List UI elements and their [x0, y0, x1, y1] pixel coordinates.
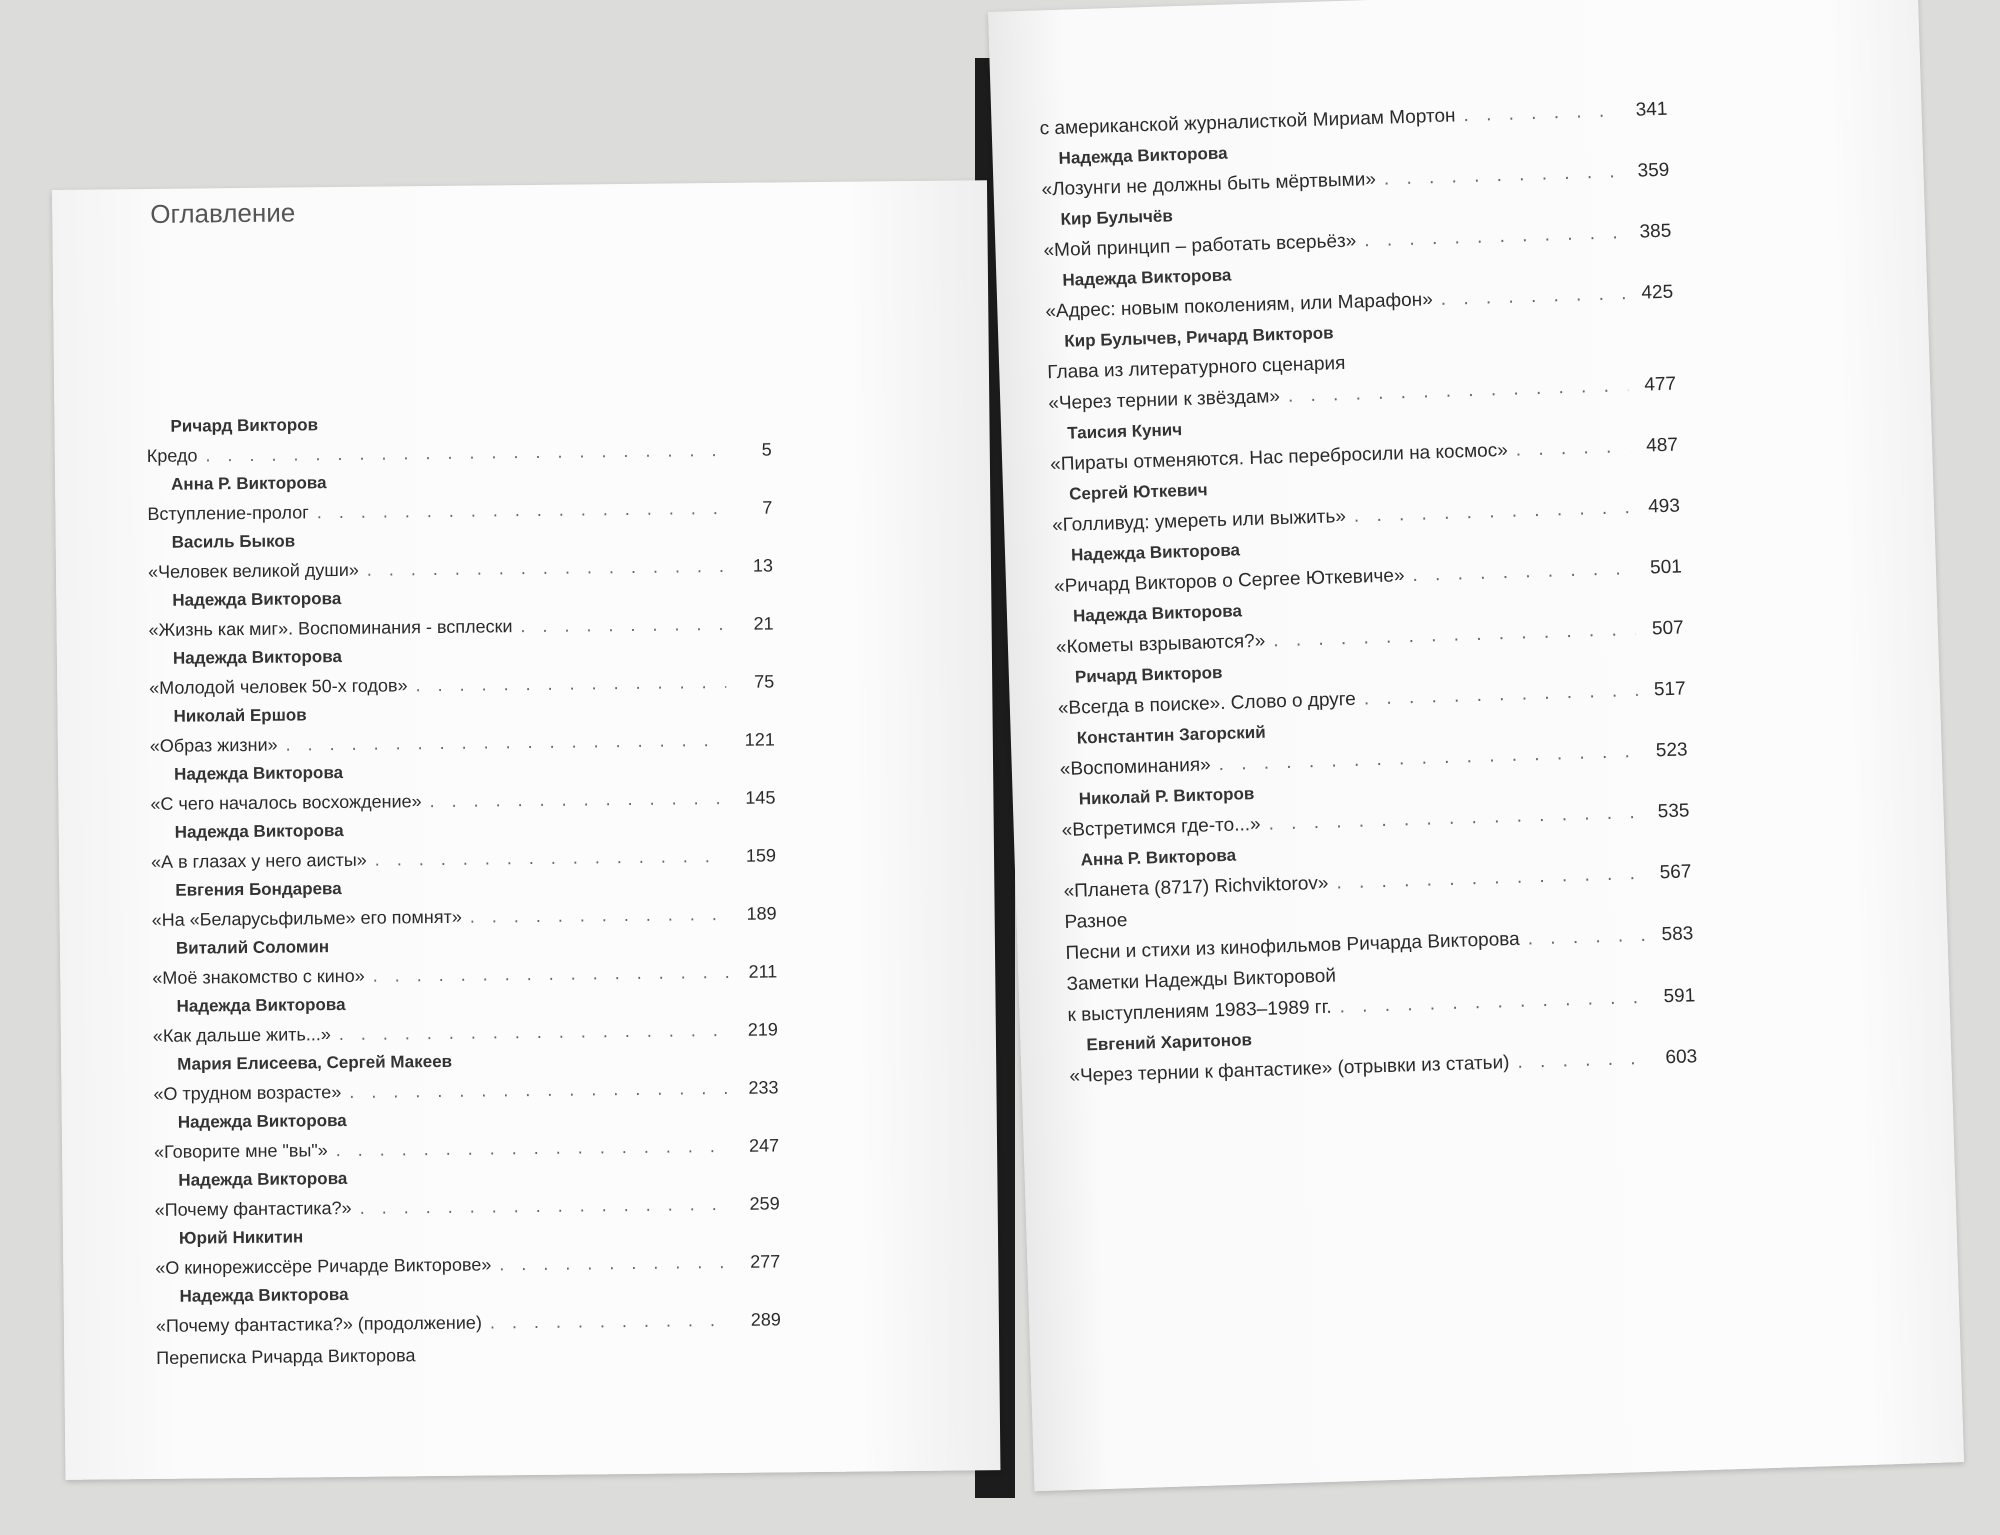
toc-entry-author: Евгения Бондарева — [175, 879, 342, 900]
toc-entry-title: «Почему фантастика?» (продолжение) — [155, 1312, 482, 1336]
toc-entry-author: Надежда Викторова — [1058, 143, 1228, 168]
toc-entry-page-number: 477 — [1644, 373, 1677, 396]
right-page — [988, 0, 1964, 1491]
dot-leader — [205, 434, 724, 471]
dot-leader — [1517, 1043, 1650, 1078]
toc-entry-title: Заметки Надежды Викторовой — [1066, 965, 1337, 996]
toc-entry-author: Ричард Викторов — [170, 415, 319, 436]
toc-entry-page-number: 219 — [747, 1019, 778, 1040]
toc-list-right — [1039, 94, 1697, 1092]
toc-list-left — [146, 407, 781, 1373]
toc-entry-row — [155, 1245, 780, 1284]
toc-entry — [147, 465, 773, 530]
toc-entry-author: Виталий Соломин — [175, 937, 330, 958]
toc-entry-row — [150, 723, 775, 762]
toc-entry-row — [147, 491, 772, 530]
dot-leader — [520, 608, 725, 642]
toc-entry-title: «Встретимся где-то...» — [1061, 813, 1261, 842]
dot-leader — [1463, 95, 1620, 131]
toc-entry — [149, 639, 775, 704]
toc-entry-author: Надежда Викторова — [172, 646, 342, 668]
toc-entry-title: «Адрес: новым поколениям, или Марафон» — [1045, 289, 1434, 323]
toc-entry-page-number: 247 — [748, 1135, 780, 1156]
toc-entry — [156, 1335, 781, 1374]
toc-entry-page-number: 189 — [746, 903, 777, 924]
toc-entry — [154, 1161, 780, 1226]
toc-entry-title: Разное — [1064, 910, 1128, 934]
toc-entry-author: Надежда Викторова — [179, 1284, 349, 1306]
toc-entry — [153, 1045, 779, 1110]
toc-entry-author: Надежда Викторова — [1072, 601, 1243, 626]
toc-entry-author: Надежда Викторова — [1070, 540, 1241, 565]
toc-entry-title: Переписка Ричарда Викторова — [156, 1345, 416, 1368]
toc-entry-page-number: 21 — [753, 613, 774, 634]
toc-entry-page-number: 341 — [1635, 98, 1668, 121]
toc-entry-title: «Голливуд: умереть или выжить» — [1051, 506, 1347, 537]
toc-entry-page-number: 259 — [749, 1193, 780, 1214]
toc-entry — [151, 871, 777, 936]
left-page — [52, 180, 1000, 1480]
toc-entry-page-number: 493 — [1647, 495, 1681, 518]
dot-leader — [1440, 278, 1625, 315]
toc-entry-author: Надежда Викторова — [177, 1110, 347, 1132]
toc-entry-title: «Мой принцип – работать всерьёз» — [1043, 230, 1357, 262]
toc-entry-title: с американской журналисткой Мириам Мортон — [1039, 105, 1456, 140]
toc-entry-title: «Пираты отменяются. Нас перебросили на космос» — [1049, 439, 1509, 476]
toc-entry-title: «Как дальше жить...» — [152, 1024, 331, 1046]
toc-entry-page-number: 13 — [752, 555, 774, 576]
toc-entry-title: Глава из литературного сценария — [1047, 352, 1346, 384]
toc-entry-page-number: 567 — [1659, 861, 1692, 884]
toc-entry-title: «Через тернии к звёздам» — [1048, 386, 1281, 415]
toc-entry-page-number: 145 — [745, 787, 776, 808]
toc-entry-author: Кир Булычёв — [1060, 206, 1174, 229]
toc-entry — [148, 523, 774, 588]
toc-entry-author: Надежда Викторова — [174, 820, 344, 842]
toc-entry-row — [156, 1335, 781, 1374]
toc-entry-row — [148, 607, 773, 646]
toc-entry-author: Надежда Викторова — [178, 1168, 348, 1190]
toc-entry-author: Константин Загорский — [1076, 722, 1266, 748]
toc-entry-title: «Человек великой души» — [147, 559, 359, 583]
toc-entry-page-number: 583 — [1661, 923, 1694, 946]
toc-entry — [152, 987, 778, 1052]
toc-entry-page-number: 75 — [754, 671, 775, 692]
toc-entry-page-number: 425 — [1641, 281, 1674, 304]
toc-entry-page-number: 289 — [750, 1309, 781, 1330]
toc-entry-title: «Почему фантастика?» — [154, 1197, 352, 1220]
toc-entry-page-number: 7 — [762, 497, 773, 518]
toc-entry-row — [153, 1013, 778, 1052]
toc-entry-author: Мария Елисеева, Сергей Макеев — [177, 1051, 453, 1074]
toc-entry-title: «Образ жизни» — [149, 734, 278, 757]
toc-entry-author: Надежда Викторова — [174, 762, 344, 784]
dot-leader — [372, 956, 729, 992]
toc-entry-row — [152, 955, 777, 994]
toc-entry-row — [148, 549, 773, 588]
toc-entry-title: Кредо — [146, 445, 198, 467]
dot-leader — [415, 666, 726, 701]
toc-entry-author: Надежда Викторова — [176, 994, 346, 1016]
toc-entry-title: «Кометы взрываются?» — [1055, 630, 1266, 659]
toc-entry-row — [147, 433, 772, 472]
dot-leader — [339, 1014, 730, 1050]
toc-entry-title: «О кинорежиссёре Ричарде Викторове» — [155, 1254, 492, 1278]
toc-entry-page-number: 121 — [744, 729, 775, 750]
dot-leader — [375, 840, 729, 876]
toc-entry-title: «А в глазах у него аисты» — [150, 849, 367, 872]
toc-entry-title: «С чего началось восхождение» — [150, 791, 422, 815]
toc-entry-author: Николай Ершов — [173, 705, 307, 726]
dot-leader — [499, 1246, 732, 1280]
toc-entry-title: «Жизнь как миг». Воспоминания - всплески — [148, 616, 513, 641]
toc-entry-page-number: 517 — [1653, 678, 1686, 701]
toc-entry — [146, 407, 772, 472]
toc-entry-row — [155, 1187, 780, 1226]
toc-entry-author: Василь Быков — [171, 531, 296, 552]
toc-entry-title: «Воспоминания» — [1059, 754, 1211, 781]
dot-leader — [336, 1130, 732, 1166]
toc-entry-author: Анна Р. Викторова — [1080, 845, 1237, 870]
toc-entry-page-number: 603 — [1665, 1046, 1698, 1069]
dot-leader — [490, 1304, 733, 1339]
toc-entry-title: «Через тернии к фантастике» (отрывки из статьи) — [1069, 1052, 1510, 1087]
dot-leader — [359, 1188, 731, 1224]
toc-entry-page-number: 523 — [1655, 739, 1688, 762]
toc-entry-row — [150, 781, 775, 820]
toc-entry-page-number: 359 — [1637, 159, 1670, 182]
toc-entry-author: Кир Булычев, Ричард Викторов — [1064, 323, 1334, 351]
toc-heading: Оглавление — [150, 197, 296, 229]
toc-entry-title: «О трудном возрасте» — [153, 1082, 342, 1104]
toc-entry-title: «Ричард Викторов о Сергее Юткевиче» — [1053, 565, 1405, 598]
toc-entry-page-number: 211 — [748, 961, 778, 982]
toc-entry-page-number: 535 — [1657, 800, 1690, 823]
toc-entry-author: Николай Р. Викторов — [1078, 784, 1255, 809]
toc-entry-title: «Планета (8717) Richviktorov» — [1063, 872, 1329, 903]
toc-entry — [150, 755, 776, 820]
toc-entry — [155, 1219, 781, 1284]
toc-entry-page-number: 507 — [1651, 617, 1685, 640]
toc-entry-page-number: 5 — [761, 439, 772, 460]
toc-entry-row — [154, 1129, 779, 1168]
toc-entry-author: Надежда Викторова — [1062, 265, 1232, 290]
toc-entry-author: Анна Р. Викторова — [170, 473, 327, 494]
dot-leader — [1527, 920, 1646, 955]
toc-entry — [155, 1277, 781, 1342]
dot-leader — [285, 724, 727, 761]
toc-entry-page-number: 591 — [1663, 985, 1696, 1008]
toc-entry-title: «Говорите мне "вы"» — [153, 1140, 328, 1162]
toc-entry-title: «Молодой человек 50-х годов» — [149, 675, 408, 699]
dot-leader — [367, 550, 725, 586]
toc-entry-row — [151, 897, 776, 936]
toc-entry-page-number: 487 — [1645, 434, 1679, 457]
toc-entry-title: «На «Беларусьфильме» его помнят» — [151, 906, 462, 930]
toc-entry-page-number: 277 — [750, 1251, 781, 1272]
toc-entry-author: Ричард Викторов — [1074, 662, 1223, 687]
toc-entry-row — [153, 1071, 778, 1110]
toc-entry-page-number: 159 — [745, 845, 777, 866]
toc-entry — [151, 813, 777, 878]
toc-entry-author: Евгений Харитонов — [1086, 1030, 1253, 1055]
toc-entry-row — [156, 1303, 781, 1342]
toc-entry-page-number: 233 — [748, 1077, 779, 1098]
toc-entry-row — [151, 839, 776, 878]
toc-entry-title: «Лозунги не должны быть мёртвыми» — [1041, 168, 1377, 201]
toc-entry-title: Песни и стихи из кинофильмов Ричарда Викторова — [1065, 928, 1521, 965]
dot-leader — [470, 898, 729, 933]
toc-entry-page-number: 501 — [1649, 556, 1683, 579]
toc-entry — [152, 929, 778, 994]
toc-entry-author: Надежда Викторова — [172, 588, 342, 610]
toc-entry-row — [149, 665, 774, 704]
toc-entry — [148, 581, 774, 646]
dot-leader — [429, 782, 727, 817]
toc-entry-page-number: 385 — [1639, 220, 1672, 243]
dot-leader — [317, 492, 725, 528]
toc-entry-title: к выступлениям 1983–1989 гг. — [1067, 996, 1332, 1026]
toc-entry — [149, 697, 775, 762]
toc-entry-title: «Всегда в поиске». Слово о друге — [1057, 688, 1357, 720]
toc-entry-author: Юрий Никитин — [178, 1227, 304, 1248]
toc-entry-title: «Моё знакомство с кино» — [152, 965, 365, 988]
toc-entry-author: Таисия Кунич — [1066, 420, 1183, 443]
toc-entry-title: Вступление-пролог — [147, 502, 309, 525]
toc-entry — [154, 1103, 780, 1168]
dot-leader — [1515, 431, 1630, 466]
toc-entry-author: Сергей Юткевич — [1068, 480, 1208, 504]
dot-leader — [349, 1072, 731, 1108]
